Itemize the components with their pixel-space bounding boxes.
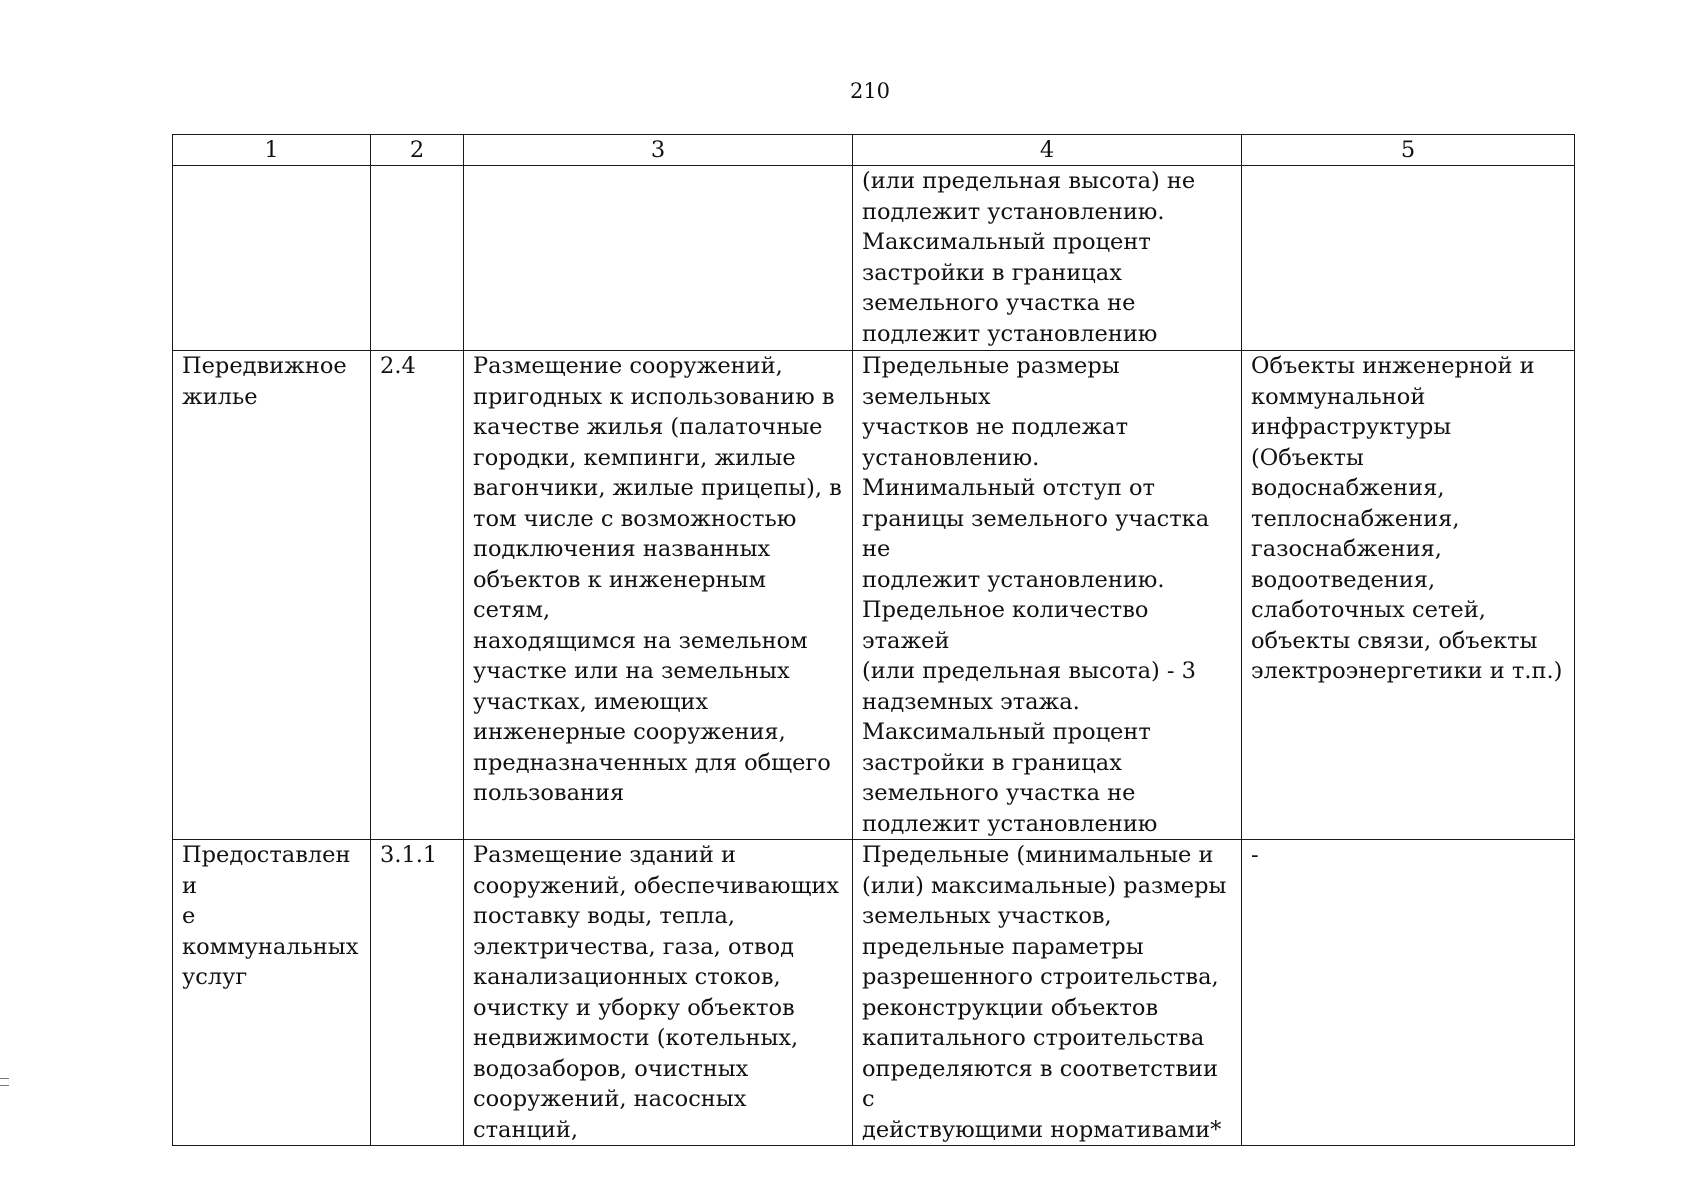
related-objects: -: [1251, 842, 1259, 868]
related-objects-cell: [1242, 351, 1575, 840]
land-use-name: Передвижное жилье: [182, 353, 347, 410]
land-use-name-cell: [173, 166, 371, 351]
page-number: 210: [849, 79, 891, 103]
related-objects-cell: [1242, 840, 1575, 1146]
land-use-name-cell: [173, 840, 371, 1146]
column-header-4: 4: [853, 135, 1242, 166]
table-row: [173, 351, 1575, 840]
land-use-table: [172, 134, 1575, 1146]
land-use-code-cell: [371, 351, 464, 840]
column-header-1: 1: [173, 135, 371, 166]
land-use-code: 3.1.1: [380, 842, 438, 868]
land-use-description-cell: [464, 351, 853, 840]
land-use-description: Размещение сооружений, пригодных к использованию в качестве жилья (палаточные городки, кемпинги, жилые вагончики, жилые прицепы), в том числе с возможностью подключения названных объектов к инженерным сетям, находящимся на земельном участке или на земельных участках, имеющих инженерные сооружения, предназначенных для общего пользования: [473, 353, 842, 806]
land-use-code-cell: [371, 166, 464, 351]
land-use-parameters: Предельные (минимальные и (или) максимальные) размеры земельных участков, предельные параметры разрешенного строительства, реконструкции объектов капитального строительства определяются в соответствии с действующими нормативами*: [862, 842, 1227, 1143]
column-header-2: 2: [371, 135, 464, 166]
related-objects-cell: [1242, 166, 1575, 351]
land-use-parameters: (или предельная высота) не подлежит установлению. Максимальный процент застройки в границах земельного участка не подлежит установлению: [862, 168, 1196, 347]
land-use-name: Предоставлени е коммунальных услуг: [182, 842, 359, 990]
land-use-name-cell: [173, 351, 371, 840]
land-use-parameters: Предельные размеры земельных участков не подлежат установлению. Минимальный отступ от границы земельного участка не подлежит установлению. Предельное количество этажей (или предельная высота) - 3 надземных этажа. Максимальный процент застройки в границах земельного участка не подлежит установлению: [862, 353, 1210, 837]
related-objects: Объекты инженерной и коммунальной инфраструктуры (Объекты водоснабжения, теплоснабжения, газоснабжения, водоотведения, слаботочных сетей, объекты связи, объекты электроэнергетики и т.п.): [1251, 353, 1563, 684]
land-use-description-cell: [464, 166, 853, 351]
column-header-5: 5: [1242, 135, 1575, 166]
land-use-description-cell: [464, 840, 853, 1146]
scan-margin-mark: [0, 1078, 9, 1086]
land-use-parameters-cell: [853, 840, 1242, 1146]
table-row: [173, 166, 1575, 351]
table-row: [173, 840, 1575, 1146]
land-use-description: Размещение зданий и сооружений, обеспечивающих поставку воды, тепла, электричества, газа, отвод канализационных стоков, очистку и уборку объектов недвижимости (котельных, водозаборов, очистных сооружений, насосных станций,: [473, 842, 840, 1143]
land-use-code: 2.4: [380, 353, 416, 379]
column-header-3: 3: [464, 135, 853, 166]
land-use-code-cell: [371, 840, 464, 1146]
land-use-parameters-cell: [853, 166, 1242, 351]
land-use-parameters-cell: [853, 351, 1242, 840]
table-header-row: [173, 135, 1575, 166]
